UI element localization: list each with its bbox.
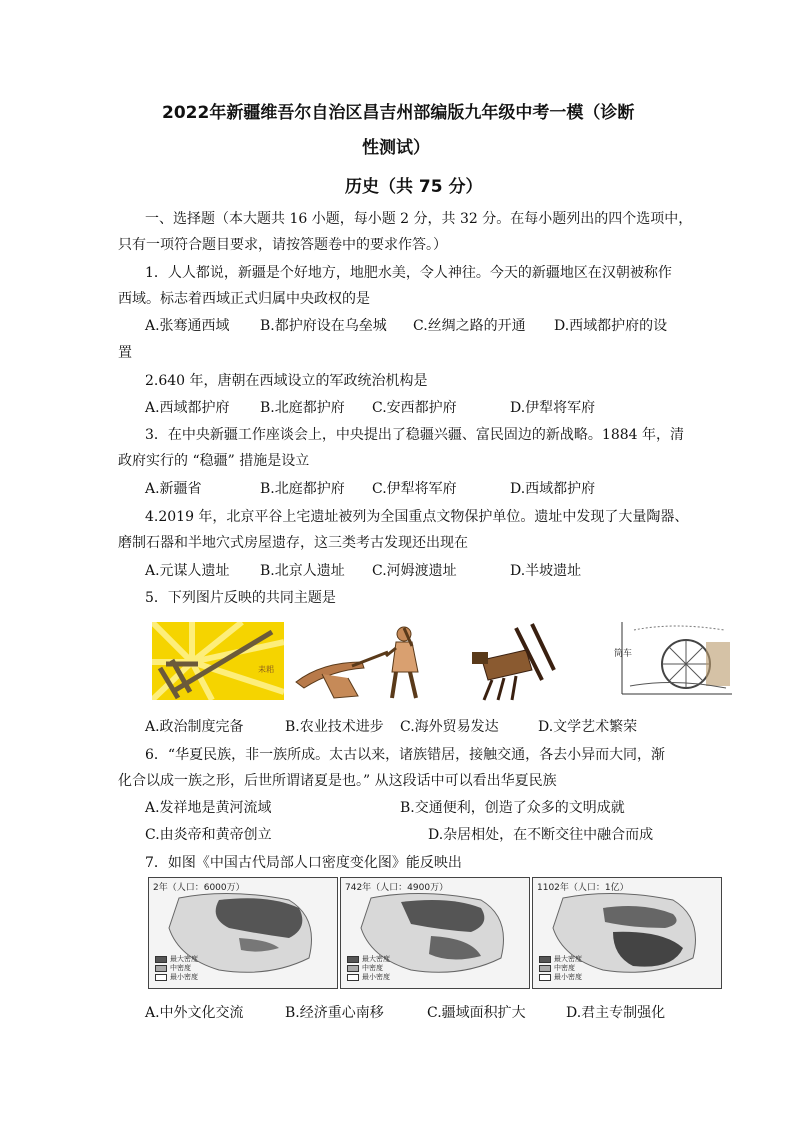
q3-option-c: C.伊犁将军府 [372,481,457,497]
plough-illustration [292,622,432,700]
map3-legend: 最大密度 中密度 最小密度 [539,955,582,982]
q6-option-a: A.发祥地是黄河流域 [145,800,272,816]
q1-option-d-cont: 置 [118,345,132,361]
q7-option-c: C.疆域面积扩大 [427,1005,526,1021]
q6-stem-line1: 6．“华夏民族，非一族所成。太古以来，诸族错居，接触交通，各去小异而大同，渐 [145,747,666,763]
q6-option-c: C.由炎帝和黄帝创立 [145,827,272,843]
q4-option-c: C.河姆渡遗址 [372,563,457,579]
q3-stem-line1: 3．在中央新疆工作座谈会上，中央提出了稳疆兴疆、富民固边的新战略。1884 年，清 [145,427,684,443]
exam-title-line1: 2022年新疆维吾尔自治区昌吉州部编版九年级中考一模（诊断 [162,103,635,123]
q6-option-d: D.杂居相处，在不断交往中融合而成 [428,827,654,843]
q3-stem-line2: 政府实行的 “稳疆” 措施是设立 [118,453,310,469]
q4-option-d: D.半坡遗址 [510,563,582,579]
q2-stem-line1: 2.640 年，唐朝在西域设立的军政统治机构是 [145,373,428,389]
map3-label: 1102年（人口：1亿） [537,883,629,893]
q2-option-a: A.西域都护府 [145,400,230,416]
q5-option-b: B.农业技术进步 [285,719,384,735]
q2-option-d: D.伊犁将军府 [510,400,596,416]
q7-stem-line1: 7．如图《中国古代局部人口密度变化图》能反映出 [145,855,462,871]
q1-option-d: D.西域都护府的设 [554,318,668,334]
q1-option-c: C.丝绸之路的开通 [413,318,526,334]
exam-subtitle: 历史（共 75 分） [345,177,483,197]
q6-option-b: B.交通便利，创造了众多的文明成就 [400,800,625,816]
q3-option-a: A.新疆省 [145,481,202,497]
q7-map-2ad [148,877,338,989]
q7-option-d: D.君主专制强化 [566,1005,666,1021]
q3-option-b: B.北庭都护府 [260,481,345,497]
tongche-illustration [614,622,732,700]
q7-map-742ad [340,877,530,989]
map2-label: 742年（人口：4900万） [345,883,449,893]
q1-option-b: B.都护府设在乌垒城 [260,318,387,334]
q1-option-a: A.张骞通西域 [145,318,230,334]
q2-option-b: B.北庭都护府 [260,400,345,416]
q5-stem-line1: 5．下列图片反映的共同主题是 [145,590,336,606]
q5-option-a: A.政治制度完备 [145,719,244,735]
q5-option-c: C.海外贸易发达 [400,719,499,735]
q1-stem-line1: 1．人人都说，新疆是个好地方，地肥水美，令人神往。今天的新疆地区在汉朝被称作 [145,265,672,281]
q7-option-a: A.中外文化交流 [145,1005,244,1021]
tongche-label: 筒车 [614,649,633,659]
q4-option-a: A.元谋人遗址 [145,563,230,579]
q5-image-leisi [152,622,284,700]
leisi-illustration [152,622,284,700]
q2-option-c: C.安西都护府 [372,400,457,416]
q3-option-d: D.西域都护府 [510,481,596,497]
q6-stem-line2: 化合以成一族之形，后世所谓诸夏是也。” 从这段话中可以看出华夏民族 [118,773,557,789]
q4-stem-line2: 磨制石器和半地穴式房屋遗存，这三类考古发现还出现在 [118,535,468,551]
exam-title-line2: 性测试） [362,138,430,158]
q5-image-tongche [614,622,732,700]
q4-stem-line1: 4.2019 年，北京平谷上宅遗址被列为全国重点文物保护单位。遗址中发现了大量陶器、 [145,509,689,525]
section-intro-line2: 只有一项符合题目要求，请按答题卷中的要求作答。） [118,237,447,253]
q5-option-d: D.文学艺术繁荣 [538,719,638,735]
louche-illustration [462,620,560,702]
q5-image-louche [462,620,560,702]
q1-stem-line2: 西域。标志着西域正式归属中央政权的是 [118,291,370,307]
map2-legend: 最大密度 中密度 最小密度 [347,955,390,982]
q7-map-1102ad [532,877,722,989]
section-intro-line1: 一、选择题（本大题共 16 小题，每小题 2 分，共 32 分。在每小题列出的四个选项中， [145,211,693,227]
q5-image-plough [292,622,432,700]
q7-option-b: B.经济重心南移 [285,1005,384,1021]
map1-label: 2年（人口：6000万） [153,883,245,893]
q4-option-b: B.北京人遗址 [260,563,345,579]
leisi-label: 耒耜 [258,665,274,674]
map1-legend: 最大密度 中密度 最小密度 [155,955,198,982]
